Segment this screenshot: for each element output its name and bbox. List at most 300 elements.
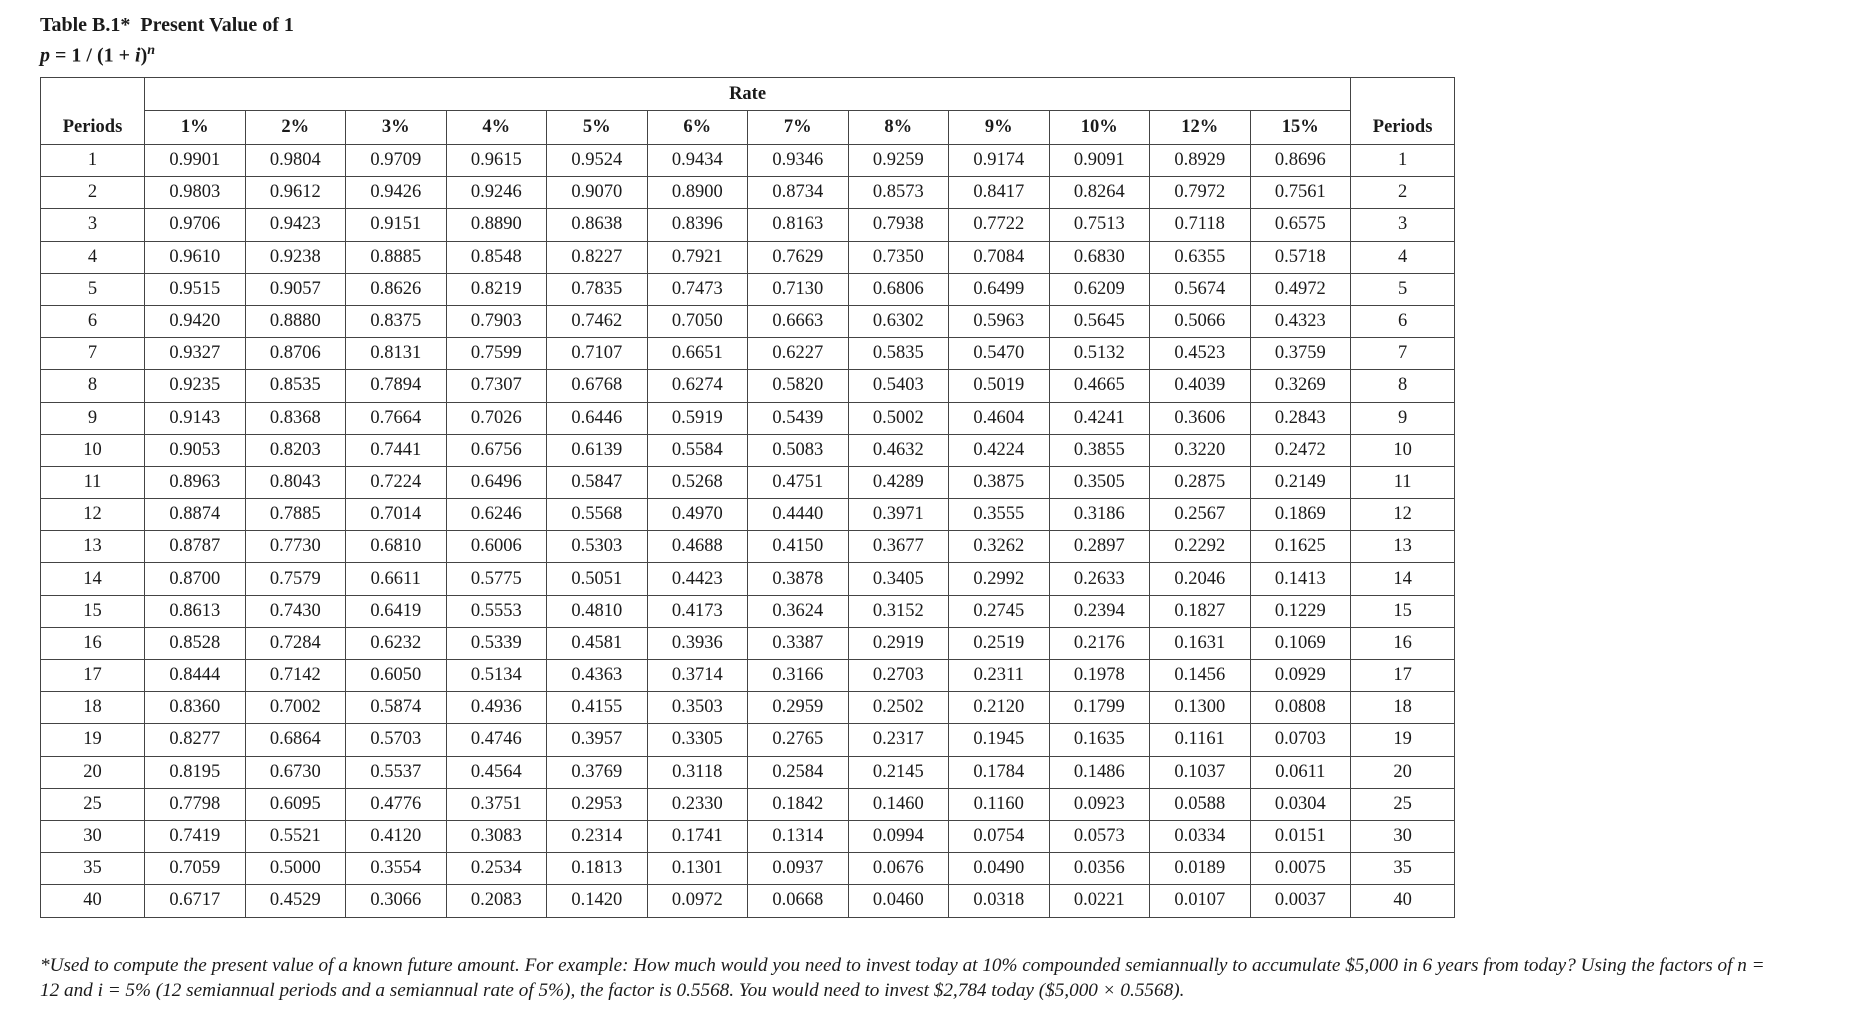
factor-cell: 0.9235 <box>145 370 246 402</box>
factor-cell: 0.6575 <box>1250 209 1351 241</box>
period-cell-right: 30 <box>1351 820 1455 852</box>
period-cell: 20 <box>41 756 145 788</box>
period-cell-right: 35 <box>1351 853 1455 885</box>
factor-cell: 0.4323 <box>1250 305 1351 337</box>
period-cell: 9 <box>41 402 145 434</box>
factor-cell: 0.7798 <box>145 788 246 820</box>
factor-cell: 0.4363 <box>547 660 648 692</box>
factor-cell: 0.8900 <box>647 177 748 209</box>
factor-cell: 0.8375 <box>346 305 447 337</box>
factor-cell: 0.1635 <box>1049 724 1150 756</box>
factor-cell: 0.8444 <box>145 660 246 692</box>
factor-cell: 0.6209 <box>1049 273 1150 305</box>
factor-cell: 0.9327 <box>145 338 246 370</box>
factor-cell: 0.3971 <box>848 499 949 531</box>
factor-cell: 0.5568 <box>547 499 648 531</box>
factor-cell: 0.7430 <box>245 595 346 627</box>
factor-cell: 0.2959 <box>748 692 849 724</box>
factor-cell: 0.7014 <box>346 499 447 531</box>
table-title: Table B.1* Present Value of 1 <box>40 14 294 36</box>
factor-cell: 0.6274 <box>647 370 748 402</box>
factor-cell: 0.8885 <box>346 241 447 273</box>
rate-header: 8% <box>848 111 949 145</box>
table-body <box>41 145 1455 918</box>
factor-cell: 0.8706 <box>245 338 346 370</box>
factor-cell: 0.6663 <box>748 305 849 337</box>
factor-cell: 0.3066 <box>346 885 447 917</box>
factor-cell: 0.0460 <box>848 885 949 917</box>
table-row <box>41 305 1455 337</box>
factor-cell: 0.2703 <box>848 660 949 692</box>
factor-cell: 0.8277 <box>145 724 246 756</box>
factor-cell: 0.9238 <box>245 241 346 273</box>
factor-cell: 0.3936 <box>647 627 748 659</box>
table-row <box>41 466 1455 498</box>
factor-cell: 0.6095 <box>245 788 346 820</box>
period-cell-right: 15 <box>1351 595 1455 627</box>
factor-cell: 0.9143 <box>145 402 246 434</box>
footnote: *Used to compute the present value of a known future amount. For example: How much would you need to invest today at 10% compounded semiannually to accumulate $5,000 in 6 years from today? Using the factors of n = 12 and i = 5% (12 semiannual periods and a semiannual rate of 5%), the factor is 0.5568. You would need to invest $2,784 today ($5,000 × 0.5568). <box>40 955 1765 1001</box>
rate-header: 1% <box>145 111 246 145</box>
factor-cell: 0.8700 <box>145 563 246 595</box>
factor-cell: 0.8043 <box>245 466 346 498</box>
table-row <box>41 209 1455 241</box>
factor-cell: 0.9706 <box>145 209 246 241</box>
period-cell-right: 8 <box>1351 370 1455 402</box>
factor-cell: 0.9057 <box>245 273 346 305</box>
factor-cell: 0.3387 <box>748 627 849 659</box>
rate-header: 7% <box>748 111 849 145</box>
factor-cell: 0.0573 <box>1049 820 1150 852</box>
factor-cell: 0.8638 <box>547 209 648 241</box>
rate-header: 10% <box>1049 111 1150 145</box>
factor-cell: 0.5775 <box>446 563 547 595</box>
factor-cell: 0.1842 <box>748 788 849 820</box>
period-cell: 2 <box>41 177 145 209</box>
factor-cell: 0.4120 <box>346 820 447 852</box>
factor-cell: 0.6419 <box>346 595 447 627</box>
factor-cell: 0.2046 <box>1150 563 1251 595</box>
present-value-formula <box>40 38 294 69</box>
factor-cell: 0.9070 <box>547 177 648 209</box>
factor-cell: 0.0304 <box>1250 788 1351 820</box>
factor-cell: 0.6050 <box>346 660 447 692</box>
factor-cell: 0.6302 <box>848 305 949 337</box>
factor-cell: 0.8203 <box>245 434 346 466</box>
period-cell: 14 <box>41 563 145 595</box>
factor-cell: 0.5470 <box>949 338 1050 370</box>
factor-cell: 0.4688 <box>647 531 748 563</box>
table-row <box>41 531 1455 563</box>
table-row <box>41 241 1455 273</box>
factor-cell: 0.5132 <box>1049 338 1150 370</box>
factor-cell: 0.3186 <box>1049 499 1150 531</box>
factor-cell: 0.5874 <box>346 692 447 724</box>
factor-cell: 0.2330 <box>647 788 748 820</box>
factor-cell: 0.0318 <box>949 885 1050 917</box>
factor-cell: 0.0356 <box>1049 853 1150 885</box>
factor-cell: 0.3152 <box>848 595 949 627</box>
factor-cell: 0.5537 <box>346 756 447 788</box>
rate-header: 5% <box>547 111 648 145</box>
factor-cell: 0.4776 <box>346 788 447 820</box>
factor-cell: 0.5847 <box>547 466 648 498</box>
factor-cell: 0.4810 <box>547 595 648 627</box>
factor-cell: 0.2897 <box>1049 531 1150 563</box>
factor-cell: 0.5718 <box>1250 241 1351 273</box>
period-cell-right: 12 <box>1351 499 1455 531</box>
factor-cell: 0.9434 <box>647 145 748 177</box>
factor-cell: 0.1460 <box>848 788 949 820</box>
factor-cell: 0.4155 <box>547 692 648 724</box>
factor-cell: 0.1160 <box>949 788 1050 820</box>
factor-cell: 0.5134 <box>446 660 547 692</box>
factor-cell: 0.9709 <box>346 145 447 177</box>
factor-cell: 0.5002 <box>848 402 949 434</box>
factor-cell: 0.0611 <box>1250 756 1351 788</box>
factor-cell: 0.1300 <box>1150 692 1251 724</box>
factor-cell: 0.4039 <box>1150 370 1251 402</box>
period-cell-right: 3 <box>1351 209 1455 241</box>
factor-cell: 0.5439 <box>748 402 849 434</box>
period-cell-right: 5 <box>1351 273 1455 305</box>
factor-cell: 0.8528 <box>145 627 246 659</box>
factor-cell: 0.5553 <box>446 595 547 627</box>
period-cell: 15 <box>41 595 145 627</box>
rate-header: 3% <box>346 111 447 145</box>
factor-cell: 0.9426 <box>346 177 447 209</box>
rate-group-row <box>41 78 1455 111</box>
period-cell: 7 <box>41 338 145 370</box>
factor-cell: 0.8264 <box>1049 177 1150 209</box>
factor-cell: 0.8874 <box>145 499 246 531</box>
factor-cell: 0.0923 <box>1049 788 1150 820</box>
factor-cell: 0.5521 <box>245 820 346 852</box>
factor-cell: 0.6717 <box>145 885 246 917</box>
period-cell: 18 <box>41 692 145 724</box>
factor-cell: 0.1456 <box>1150 660 1251 692</box>
period-cell: 6 <box>41 305 145 337</box>
factor-cell: 0.0588 <box>1150 788 1251 820</box>
factor-cell: 0.0221 <box>1049 885 1150 917</box>
period-cell: 13 <box>41 531 145 563</box>
factor-cell: 0.7835 <box>547 273 648 305</box>
factor-cell: 0.1161 <box>1150 724 1251 756</box>
factor-cell: 0.9174 <box>949 145 1050 177</box>
factor-cell: 0.6232 <box>346 627 447 659</box>
factor-cell: 0.7462 <box>547 305 648 337</box>
factor-cell: 0.5066 <box>1150 305 1251 337</box>
factor-cell: 0.2292 <box>1150 531 1251 563</box>
factor-cell: 0.2314 <box>547 820 648 852</box>
factor-cell: 0.0676 <box>848 853 949 885</box>
period-cell: 8 <box>41 370 145 402</box>
factor-cell: 0.1301 <box>647 853 748 885</box>
factor-cell: 0.2472 <box>1250 434 1351 466</box>
period-cell-right: 13 <box>1351 531 1455 563</box>
factor-cell: 0.7142 <box>245 660 346 692</box>
period-cell-right: 17 <box>1351 660 1455 692</box>
factor-cell: 0.0107 <box>1150 885 1251 917</box>
factor-cell: 0.7350 <box>848 241 949 273</box>
factor-cell: 0.7059 <box>145 853 246 885</box>
period-cell: 1 <box>41 145 145 177</box>
factor-cell: 0.4665 <box>1049 370 1150 402</box>
factor-cell: 0.6830 <box>1049 241 1150 273</box>
factor-cell: 0.7885 <box>245 499 346 531</box>
period-cell: 16 <box>41 627 145 659</box>
factor-cell: 0.1741 <box>647 820 748 852</box>
factor-cell: 0.8131 <box>346 338 447 370</box>
factor-cell: 0.8787 <box>145 531 246 563</box>
table-row <box>41 370 1455 402</box>
factor-cell: 0.2584 <box>748 756 849 788</box>
factor-cell: 0.6139 <box>547 434 648 466</box>
periods-header-right: Periods <box>1351 111 1455 145</box>
table-row <box>41 756 1455 788</box>
factor-cell: 0.2394 <box>1049 595 1150 627</box>
factor-cell: 0.8227 <box>547 241 648 273</box>
period-cell-right: 40 <box>1351 885 1455 917</box>
factor-cell: 0.2502 <box>848 692 949 724</box>
factor-cell: 0.4581 <box>547 627 648 659</box>
factor-cell: 0.7894 <box>346 370 447 402</box>
factor-cell: 0.5051 <box>547 563 648 595</box>
factor-cell: 0.9259 <box>848 145 949 177</box>
factor-cell: 0.3714 <box>647 660 748 692</box>
factor-cell: 0.4523 <box>1150 338 1251 370</box>
factor-cell: 0.7002 <box>245 692 346 724</box>
factor-cell: 0.4604 <box>949 402 1050 434</box>
factor-cell: 0.5919 <box>647 402 748 434</box>
table-row <box>41 434 1455 466</box>
period-cell-right: 11 <box>1351 466 1455 498</box>
factor-cell: 0.0937 <box>748 853 849 885</box>
factor-cell: 0.1229 <box>1250 595 1351 627</box>
factor-cell: 0.7130 <box>748 273 849 305</box>
factor-cell: 0.4746 <box>446 724 547 756</box>
table-row <box>41 627 1455 659</box>
factor-cell: 0.9246 <box>446 177 547 209</box>
corner-cell-right <box>1351 78 1455 111</box>
factor-cell: 0.6756 <box>446 434 547 466</box>
factor-cell: 0.2843 <box>1250 402 1351 434</box>
factor-cell: 0.2311 <box>949 660 1050 692</box>
factor-cell: 0.8613 <box>145 595 246 627</box>
factor-cell: 0.7107 <box>547 338 648 370</box>
factor-cell: 0.9420 <box>145 305 246 337</box>
rate-header: 4% <box>446 111 547 145</box>
present-value-table <box>40 77 1455 918</box>
factor-cell: 0.1799 <box>1049 692 1150 724</box>
period-cell-right: 1 <box>1351 145 1455 177</box>
factor-cell: 0.4529 <box>245 885 346 917</box>
factor-cell: 0.7473 <box>647 273 748 305</box>
factor-cell: 0.3503 <box>647 692 748 724</box>
factor-cell: 0.9901 <box>145 145 246 177</box>
factor-cell: 0.7307 <box>446 370 547 402</box>
factor-cell: 0.8963 <box>145 466 246 498</box>
factor-cell: 0.1827 <box>1150 595 1251 627</box>
table-row <box>41 145 1455 177</box>
factor-cell: 0.8163 <box>748 209 849 241</box>
period-cell-right: 6 <box>1351 305 1455 337</box>
factor-cell: 0.7722 <box>949 209 1050 241</box>
factor-cell: 0.9615 <box>446 145 547 177</box>
table-row <box>41 692 1455 724</box>
factor-cell: 0.6496 <box>446 466 547 498</box>
factor-cell: 0.8626 <box>346 273 447 305</box>
period-cell-right: 2 <box>1351 177 1455 209</box>
factor-cell: 0.4224 <box>949 434 1050 466</box>
factor-cell: 0.1486 <box>1049 756 1150 788</box>
factor-cell: 0.2633 <box>1049 563 1150 595</box>
factor-cell: 0.8548 <box>446 241 547 273</box>
factor-cell: 0.7938 <box>848 209 949 241</box>
factor-cell: 0.6355 <box>1150 241 1251 273</box>
factor-cell: 0.2145 <box>848 756 949 788</box>
factor-cell: 0.8573 <box>848 177 949 209</box>
factor-cell: 0.8890 <box>446 209 547 241</box>
factor-cell: 0.9803 <box>145 177 246 209</box>
factor-cell: 0.7026 <box>446 402 547 434</box>
table-row <box>41 820 1455 852</box>
factor-cell: 0.1978 <box>1049 660 1150 692</box>
factor-cell: 0.1420 <box>547 885 648 917</box>
factor-cell: 0.0151 <box>1250 820 1351 852</box>
factor-cell: 0.8360 <box>145 692 246 724</box>
factor-cell: 0.7084 <box>949 241 1050 273</box>
factor-cell: 0.3875 <box>949 466 1050 498</box>
factor-cell: 0.7599 <box>446 338 547 370</box>
factor-cell: 0.8368 <box>245 402 346 434</box>
factor-cell: 0.5645 <box>1049 305 1150 337</box>
period-cell-right: 4 <box>1351 241 1455 273</box>
factor-cell: 0.4440 <box>748 499 849 531</box>
factor-cell: 0.6768 <box>547 370 648 402</box>
period-cell: 19 <box>41 724 145 756</box>
factor-cell: 0.6227 <box>748 338 849 370</box>
factor-cell: 0.5339 <box>446 627 547 659</box>
factor-cell: 0.6806 <box>848 273 949 305</box>
factor-cell: 0.4564 <box>446 756 547 788</box>
column-header-row <box>41 111 1455 145</box>
period-cell-right: 18 <box>1351 692 1455 724</box>
corner-cell <box>41 78 145 111</box>
period-cell-right: 19 <box>1351 724 1455 756</box>
period-cell: 35 <box>41 853 145 885</box>
formula-rhs-prefix: = 1 / (1 + <box>50 44 136 67</box>
factor-cell: 0.4241 <box>1049 402 1150 434</box>
factor-cell: 0.0490 <box>949 853 1050 885</box>
factor-cell: 0.4632 <box>848 434 949 466</box>
factor-cell: 0.9151 <box>346 209 447 241</box>
factor-cell: 0.3957 <box>547 724 648 756</box>
factor-cell: 0.3878 <box>748 563 849 595</box>
factor-cell: 0.6730 <box>245 756 346 788</box>
factor-cell: 0.8396 <box>647 209 748 241</box>
factor-cell: 0.5083 <box>748 434 849 466</box>
factor-cell: 0.6611 <box>346 563 447 595</box>
factor-cell: 0.1625 <box>1250 531 1351 563</box>
factor-cell: 0.9053 <box>145 434 246 466</box>
factor-cell: 0.1945 <box>949 724 1050 756</box>
factor-cell: 0.8880 <box>245 305 346 337</box>
factor-cell: 0.5268 <box>647 466 748 498</box>
period-cell: 30 <box>41 820 145 852</box>
factor-cell: 0.0037 <box>1250 885 1351 917</box>
factor-cell: 0.7118 <box>1150 209 1251 241</box>
table-row <box>41 273 1455 305</box>
factor-cell: 0.7513 <box>1049 209 1150 241</box>
factor-cell: 0.3269 <box>1250 370 1351 402</box>
factor-cell: 0.4150 <box>748 531 849 563</box>
factor-cell: 0.7903 <box>446 305 547 337</box>
rate-header: 15% <box>1250 111 1351 145</box>
factor-cell: 0.6864 <box>245 724 346 756</box>
factor-cell: 0.5000 <box>245 853 346 885</box>
factor-cell: 0.3262 <box>949 531 1050 563</box>
formula-rhs-suffix: ) <box>140 44 148 67</box>
factor-cell: 0.7664 <box>346 402 447 434</box>
factor-cell: 0.9804 <box>245 145 346 177</box>
table-row <box>41 177 1455 209</box>
factor-cell: 0.9346 <box>748 145 849 177</box>
factor-cell: 0.2534 <box>446 853 547 885</box>
factor-cell: 0.0189 <box>1150 853 1251 885</box>
factor-cell: 0.0075 <box>1250 853 1351 885</box>
factor-cell: 0.3554 <box>346 853 447 885</box>
factor-cell: 0.5835 <box>848 338 949 370</box>
factor-cell: 0.9515 <box>145 273 246 305</box>
factor-cell: 0.5303 <box>547 531 648 563</box>
factor-cell: 0.6810 <box>346 531 447 563</box>
table-row <box>41 724 1455 756</box>
table-row <box>41 402 1455 434</box>
factor-cell: 0.8219 <box>446 273 547 305</box>
factor-cell: 0.4936 <box>446 692 547 724</box>
factor-cell: 0.1413 <box>1250 563 1351 595</box>
period-cell-right: 16 <box>1351 627 1455 659</box>
factor-cell: 0.2992 <box>949 563 1050 595</box>
factor-cell: 0.4751 <box>748 466 849 498</box>
factor-cell: 0.4173 <box>647 595 748 627</box>
factor-cell: 0.2149 <box>1250 466 1351 498</box>
factor-cell: 0.3505 <box>1049 466 1150 498</box>
factor-cell: 0.5403 <box>848 370 949 402</box>
factor-cell: 0.1069 <box>1250 627 1351 659</box>
factor-cell: 0.1631 <box>1150 627 1251 659</box>
factor-cell: 0.2317 <box>848 724 949 756</box>
period-cell-right: 20 <box>1351 756 1455 788</box>
factor-cell: 0.3624 <box>748 595 849 627</box>
factor-cell: 0.2176 <box>1049 627 1150 659</box>
factor-cell: 0.6446 <box>547 402 648 434</box>
factor-cell: 0.2519 <box>949 627 1050 659</box>
table-row <box>41 885 1455 917</box>
factor-cell: 0.5019 <box>949 370 1050 402</box>
factor-cell: 0.3166 <box>748 660 849 692</box>
table-row <box>41 499 1455 531</box>
table-row <box>41 595 1455 627</box>
formula-p: p <box>40 44 50 67</box>
period-cell-right: 14 <box>1351 563 1455 595</box>
factor-cell: 0.0994 <box>848 820 949 852</box>
factor-cell: 0.4970 <box>647 499 748 531</box>
factor-cell: 0.3751 <box>446 788 547 820</box>
period-cell: 40 <box>41 885 145 917</box>
factor-cell: 0.0334 <box>1150 820 1251 852</box>
